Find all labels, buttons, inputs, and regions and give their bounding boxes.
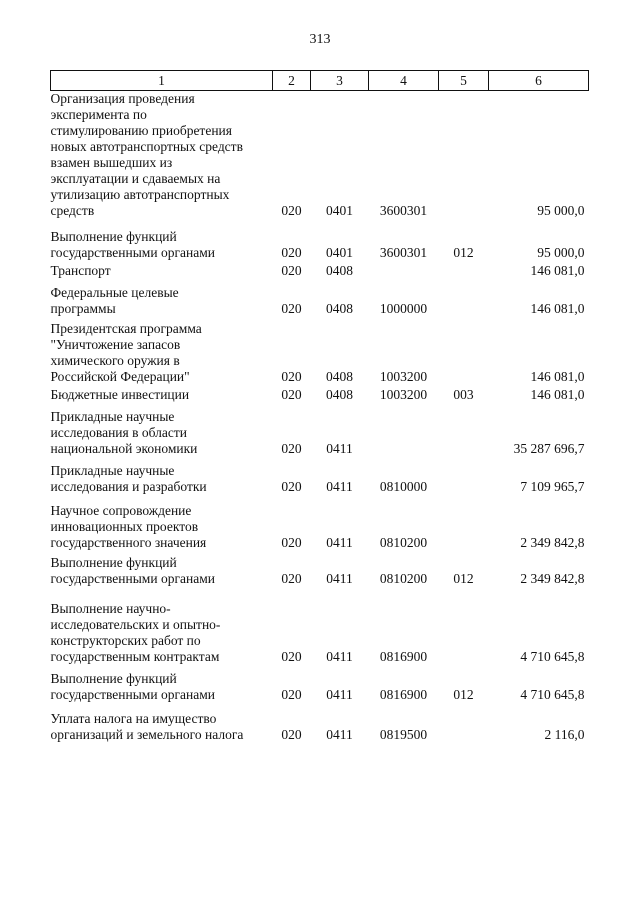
section-code-cell: 0401 (326, 245, 353, 260)
amount-cell: 2 349 842,8 (520, 571, 585, 586)
table-row (51, 551, 589, 587)
table-row (51, 219, 589, 261)
row-name-line: исследовательских и опытно- (50, 617, 221, 632)
row-name-line: Президентская программа (50, 321, 202, 336)
amount-cell: 4 710 645,8 (520, 687, 585, 702)
header-cell: 6 (489, 71, 589, 91)
row-name-line: "Уничтожение запасов (50, 337, 181, 352)
row-name-line: инновационных проектов (50, 519, 199, 534)
table-row (51, 403, 589, 457)
table-row (51, 457, 589, 495)
target-article-cell: 0810000 (379, 479, 428, 494)
ministry-code-cell: 020 (281, 687, 302, 702)
row-name-line: Прикладные научные (50, 463, 175, 478)
row-name-line: конструкторских работ по (50, 633, 201, 648)
amount-cell: 146 081,0 (530, 387, 585, 402)
row-name-line: организаций и земельного налога (50, 727, 244, 742)
table-row (51, 279, 589, 317)
row-name-line: Бюджетные инвестиции (50, 387, 190, 402)
table-header-row (51, 71, 589, 91)
row-name-cell (51, 279, 273, 317)
amount-cell: 2 116,0 (544, 727, 585, 742)
section-code-cell: 0401 (326, 203, 353, 218)
ministry-code-cell: 020 (281, 301, 302, 316)
ministry-code-cell: 020 (281, 203, 302, 218)
row-name-line: Уплата налога на имущество (50, 711, 217, 726)
section-code-cell: 0411 (326, 571, 353, 586)
row-name-line: Транспорт (50, 263, 111, 278)
section-code-cell: 0408 (326, 369, 353, 384)
row-name-line: государственного значения (50, 535, 207, 550)
row-name-line: утилизацию автотранспортных (50, 187, 230, 202)
row-name-line: исследования в области (50, 425, 187, 440)
row-name-line: химического оружия в (50, 353, 180, 368)
table-row (51, 385, 589, 403)
header-cell: 4 (369, 71, 439, 91)
amount-cell: 2 349 842,8 (520, 535, 585, 550)
expense-type-cell (439, 403, 489, 457)
table-row (51, 587, 589, 665)
section-code-cell: 0411 (326, 535, 353, 550)
ministry-code-cell: 020 (281, 245, 302, 260)
budget-table (50, 70, 589, 743)
row-name-cell (51, 403, 273, 457)
row-name-cell (51, 91, 273, 220)
amount-cell: 146 081,0 (530, 369, 585, 384)
row-name-line: государственными органами (50, 245, 215, 260)
row-name-cell (51, 703, 273, 743)
section-code-cell: 0408 (326, 263, 353, 278)
section-code-cell: 0408 (326, 387, 353, 402)
row-name-line: Выполнение функций (50, 671, 177, 686)
amount-cell: 95 000,0 (537, 245, 585, 260)
expense-type-cell (439, 457, 489, 495)
target-article-cell: 0810200 (379, 535, 428, 550)
amount-cell: 4 710 645,8 (520, 649, 585, 664)
row-name-cell (51, 495, 273, 551)
expense-type-cell: 012 (453, 687, 474, 702)
page-number: 313 (309, 32, 331, 47)
amount-cell: 95 000,0 (537, 203, 585, 218)
expense-type-cell: 012 (453, 571, 474, 586)
ministry-code-cell: 020 (281, 479, 302, 494)
target-article-cell: 0816900 (379, 649, 428, 664)
expense-type-cell (439, 91, 489, 220)
table-row (51, 91, 589, 220)
row-name-line: новых автотранспортных средств (50, 139, 243, 154)
amount-cell: 7 109 965,7 (520, 479, 585, 494)
row-name-line: Выполнение функций (50, 229, 177, 244)
row-name-line: программы (50, 301, 116, 316)
row-name-line: Прикладные научные (50, 409, 175, 424)
ministry-code-cell: 020 (281, 535, 302, 550)
expense-type-cell (439, 317, 489, 385)
row-name-cell (51, 219, 273, 261)
row-name-line: взамен вышедших из (50, 155, 173, 170)
row-name-line: средств (50, 203, 95, 218)
amount-cell: 146 081,0 (530, 301, 585, 316)
expense-type-cell: 003 (453, 387, 474, 402)
table-row (51, 261, 589, 279)
section-code-cell: 0411 (326, 727, 353, 742)
ministry-code-cell: 020 (281, 727, 302, 742)
section-code-cell: 0408 (326, 301, 353, 316)
expense-type-cell (439, 261, 489, 279)
ministry-code-cell: 020 (281, 387, 302, 402)
header-cell: 5 (439, 71, 489, 91)
expense-type-cell (439, 279, 489, 317)
ministry-code-cell: 020 (281, 441, 302, 456)
amount-cell: 35 287 696,7 (513, 441, 585, 456)
section-code-cell: 0411 (326, 649, 353, 664)
row-name-line: Научное сопровождение (50, 503, 192, 518)
row-name-cell (51, 457, 273, 495)
table-body (51, 91, 589, 744)
row-name-line: Организация проведения (50, 91, 195, 106)
target-article-cell: 3600301 (379, 245, 428, 260)
expense-type-cell: 012 (453, 245, 474, 260)
section-code-cell: 0411 (326, 687, 353, 702)
target-article-cell: 0819500 (379, 727, 428, 742)
section-code-cell: 0411 (326, 479, 353, 494)
row-name-line: государственными органами (50, 687, 215, 702)
row-name-line: государственным контрактам (50, 649, 220, 664)
table-row (51, 703, 589, 743)
table-row (51, 317, 589, 385)
target-article-cell: 0816900 (379, 687, 428, 702)
header-cell: 2 (273, 71, 311, 91)
row-name-cell (51, 665, 273, 703)
ministry-code-cell: 020 (281, 649, 302, 664)
section-code-cell: 0411 (326, 441, 353, 456)
row-name-line: Выполнение функций (50, 555, 177, 570)
target-article-cell: 0810200 (379, 571, 428, 586)
row-name-line: Российской Федерации" (50, 369, 190, 384)
ministry-code-cell: 020 (281, 263, 302, 278)
row-name-line: стимулированию приобретения (50, 123, 232, 138)
target-article-cell: 1003200 (379, 387, 428, 402)
row-name-line: эксплуатации и сдаваемых на (50, 171, 221, 186)
target-article-cell (369, 261, 439, 279)
amount-cell: 146 081,0 (530, 263, 585, 278)
expense-type-cell (439, 495, 489, 551)
row-name-line: национальной экономики (50, 441, 198, 456)
row-name-cell (51, 551, 273, 587)
header-cell: 1 (51, 71, 273, 91)
row-name-cell (51, 385, 273, 403)
target-article-cell (369, 403, 439, 457)
row-name-line: государственными органами (50, 571, 215, 586)
table-row (51, 495, 589, 551)
ministry-code-cell: 020 (281, 571, 302, 586)
row-name-cell (51, 261, 273, 279)
row-name-line: Федеральные целевые (50, 285, 179, 300)
header-cell: 3 (311, 71, 369, 91)
target-article-cell: 3600301 (379, 203, 428, 218)
target-article-cell: 1000000 (379, 301, 428, 316)
target-article-cell: 1003200 (379, 369, 428, 384)
row-name-line: Выполнение научно- (50, 601, 171, 616)
table-row (51, 665, 589, 703)
row-name-line: эксперимента по (50, 107, 147, 122)
ministry-code-cell: 020 (281, 369, 302, 384)
expense-type-cell (439, 703, 489, 743)
row-name-line: исследования и разработки (50, 479, 207, 494)
row-name-cell (51, 317, 273, 385)
expense-type-cell (439, 587, 489, 665)
budget-table-container (50, 70, 590, 743)
row-name-cell (51, 587, 273, 665)
